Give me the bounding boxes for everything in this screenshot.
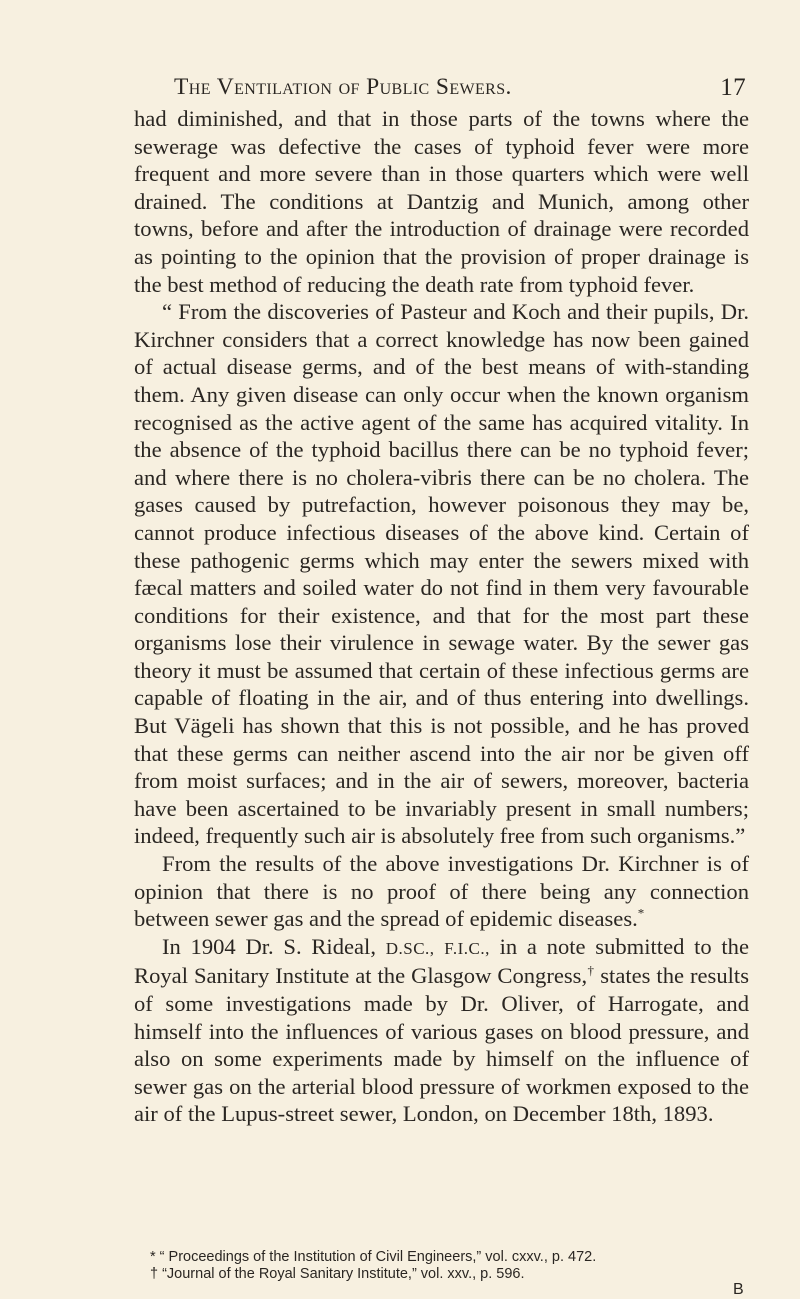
paragraph-text: From the results of the above investigations Dr. Kirchner is of opinion that there is no proof of there being any connection between sewer gas and the spread of epidemic diseases. — [134, 851, 749, 932]
footnotes — [134, 1249, 749, 1283]
body-text — [134, 105, 749, 1128]
paragraph-continuation: had diminished, and that in those parts of the towns where the sewerage was defective the cases of typhoid fever were more frequent and more severe than in those quarters which were well drained. The conditions at Dantzig and Munich, among other towns, before and after the introduction of drainage were recorded as pointing to the opinion that the provision of proper drainage is the best method of reducing the death rate from typhoid fever. — [134, 106, 749, 297]
paragraph-kirchner-opinion — [134, 850, 749, 933]
paragraph-text: states the results of some investigations made by Dr. Oliver, of Harrogate, and himself into the influences of various gases on blood pressure, and also on some experiments made by himself on the influence of sewer gas on the arterial blood pressure of workmen exposed to the air of the Lupus-street sewer, London, on December 18th, 1893. — [134, 963, 749, 1127]
paragraph-kirchner-quote: “ From the discoveries of Pasteur and Koch and their pupils, Dr. Kirchner considers that a correct knowledge has now been gained of actual disease germs, and of the best means of with-standing them. Any given disease can only occur when the known organism recognised as the active agent of the same has acquired vitality. In the absence of the typhoid bacillus there can be no typhoid fever; and where there is no cholera-vibris there can be no cholera. The gases caused by putrefaction, however poisonous they may be, cannot produce infectious diseases of the above kind. Certain of these pathogenic germs which may enter the sewers mixed with fæcal matters and soiled water do not find in them very favourable conditions for their existence, and that for the most part these organisms lose their virulence in sewage water. By the sewer gas theory it must be assumed that certain of these infectious germs are capable of floating in the air, and of thus entering into dwellings. But Vägeli has shown that this is not possible, and he has proved that these germs can neither ascend into the air nor be given off from moist surfaces; and in the air of sewers, moreover, bacteria have been ascertained to be invariably present in small numbers; indeed, frequently such air is absolutely free from such organisms.” — [134, 299, 749, 849]
signature-mark: B — [733, 1281, 744, 1298]
footnote: * “ Proceedings of the Institution of Civil Engineers,” vol. cxxv., p. 472. — [150, 1249, 597, 1265]
degree-abbreviation: F.I.C., — [444, 938, 490, 958]
footnote: † “Journal of the Royal Sanitary Institute,” vol. xxv., p. 596. — [150, 1266, 525, 1282]
footnote-marker: † — [587, 962, 595, 978]
footnote-marker: * — [637, 905, 645, 921]
paragraph-text: in a note submitted to the Royal Sanitary Institute at the Glasgow Congress, — [134, 933, 750, 989]
running-title: The Ventilation of Public Sewers. — [174, 74, 512, 100]
paragraph-rideal — [134, 933, 749, 1128]
page-number: 17 — [720, 74, 746, 101]
degree-abbreviation: D.SC., — [385, 938, 435, 958]
paragraph-text: In 1904 Dr. S. Rideal, — [162, 933, 376, 959]
